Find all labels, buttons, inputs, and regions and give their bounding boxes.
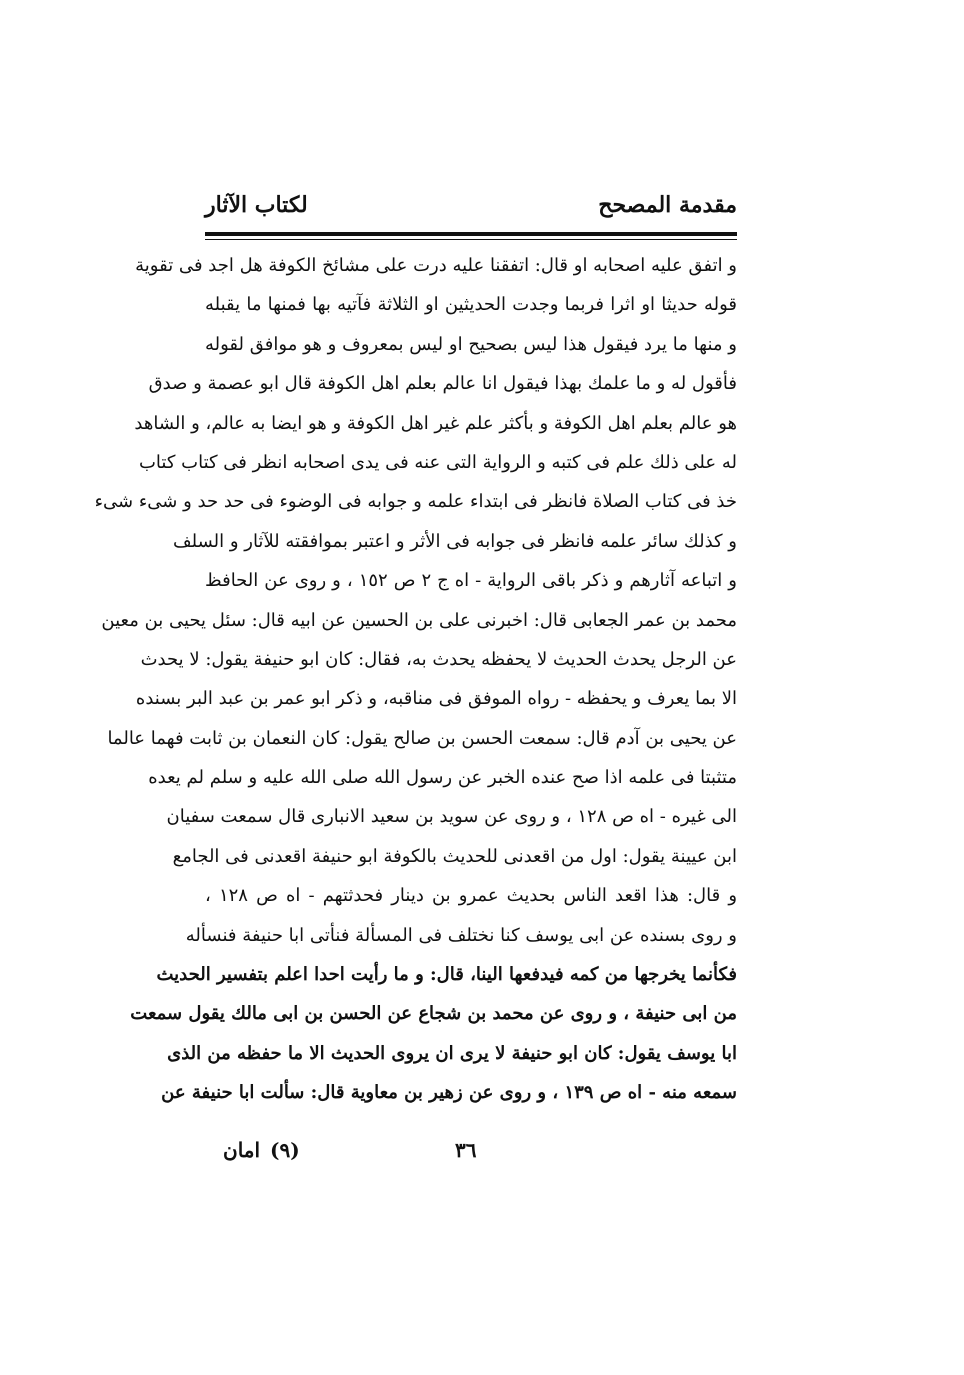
text-line: فأقول له و ما علمك بهذا فيقول انا عالم بعلم اهل الكوفة قال ابو عصمة و صدق bbox=[148, 373, 737, 395]
text-line: ابن عيينة يقول: اول من اقعدنى للحديث بالكوفة ابو حنيفة اقعدنى فى الجامع bbox=[172, 845, 737, 867]
page-footer bbox=[205, 1138, 737, 1174]
text-line: من ابى حنيفة ، و روى عن محمد بن شجاع عن الحسن بن ابى مالك يقول سمعت bbox=[130, 1003, 737, 1025]
text-line: و اتفق عليه اصحابه او قال: اتفقنا عليه درت على مشائخ الكوفة هل اجد فى تقوية bbox=[135, 255, 737, 276]
text-line: خذ فى كتاب الصلاة فانظر فى ابتداء علمه و جوابه فى الوضوء فى حد حد و شىء شىء bbox=[94, 491, 737, 513]
running-head-book-title: لكتاب الآثار bbox=[205, 192, 308, 218]
body-text bbox=[94, 246, 738, 1113]
text-line: عن الرجل يحدث الحديث لا يحفظه يحدث به، فقال: كان ابو حنيفة يقول: لا يحدث bbox=[140, 648, 737, 670]
text-line: متثبتا فى علمه اذا صح عنده الخبر عن رسول الله صلى الله عليه و سلم لم يعده bbox=[148, 767, 737, 789]
text-line: هو عالم بعلم اهل الكوفة و بأكثر علم غير اهل الكوفة و هو ايضا به عالم، و الشاهد bbox=[134, 412, 737, 434]
header-rule-thin bbox=[205, 239, 737, 240]
text-line: و منها ما يرد فيقول هذا ليس بصحيح او ليس بمعروف و هو موافق لقوله bbox=[205, 333, 737, 355]
running-head-title: مقدمة المصحح bbox=[598, 192, 737, 218]
text-line: محمد بن عمر الجعابى قال: اخبرنى على بن الحسين عن ابيه قال: سئل يحيى بن معين bbox=[101, 609, 737, 631]
text-line: و اتباعه آثارهم و ذكر باقى الرواية - اه ج ٢ ص ١٥٢ ، و روى عن الحافظ bbox=[205, 570, 737, 592]
text-line: عن يحيى بن آدم قال: سمعت الحسن بن صالح يقول: كان النعمان بن ثابت فهما عالما bbox=[107, 727, 737, 749]
page-number: ٣٦ bbox=[455, 1138, 477, 1162]
text-line: ابا يوسف يقول: كان ابو حنيفة لا يرى ان يروى الحديث الا ما حفظه من الذى bbox=[167, 1042, 737, 1064]
text-line: و كذلك سائر علمه فانظر فى جوابه فى الأثر و اعتبر بموافقته للآثار و السلف bbox=[172, 530, 737, 552]
header-rule-thick bbox=[205, 232, 737, 236]
signature-number: (٩) bbox=[270, 1138, 300, 1162]
text-line: الى غيره - اه ص ١٢٨ ، و روى عن سويد بن سعيد الانبارى قال سمعت سفيان bbox=[166, 806, 737, 828]
text-line: الا بما يعرف و يحفظه - رواه الموفق فى مناقبه، و ذكر ابو عمر بن عبد البر بسنده bbox=[135, 688, 737, 710]
text-line: له على ذلك علم فى كتبه و الرواية التى عنه فى يدى اصحابه انظر فى كتاب كتاب bbox=[138, 451, 737, 473]
text-line: سمعه منه - اه ص ١٣٩ ، و روى عن زهير بن معاوية قال: سألت ابا حنيفة عن bbox=[161, 1082, 737, 1104]
signature-word: امان bbox=[223, 1138, 261, 1162]
text-line: فكأنما يخرجها من كمه فيدفعها الينا، قال: و ما رأيت احدا اعلم بتفسير الحديث bbox=[156, 964, 737, 986]
text-line: قوله حديثا او اثرا فربما وجدت الحديثين او الثلاثة فآتيه بها فمنها ما يقبله bbox=[205, 294, 737, 316]
text-line: و روى بسنده عن ابى يوسف كنا نختلف فى المسألة فنأتى ابا حنيفة فنسأله bbox=[185, 924, 737, 946]
text-line: و قال: هذا اقعد الناس بحديث عمرو بن دينار فحدثتهم - اه ص ١٢٨ ، bbox=[205, 885, 738, 907]
running-head bbox=[205, 192, 737, 230]
